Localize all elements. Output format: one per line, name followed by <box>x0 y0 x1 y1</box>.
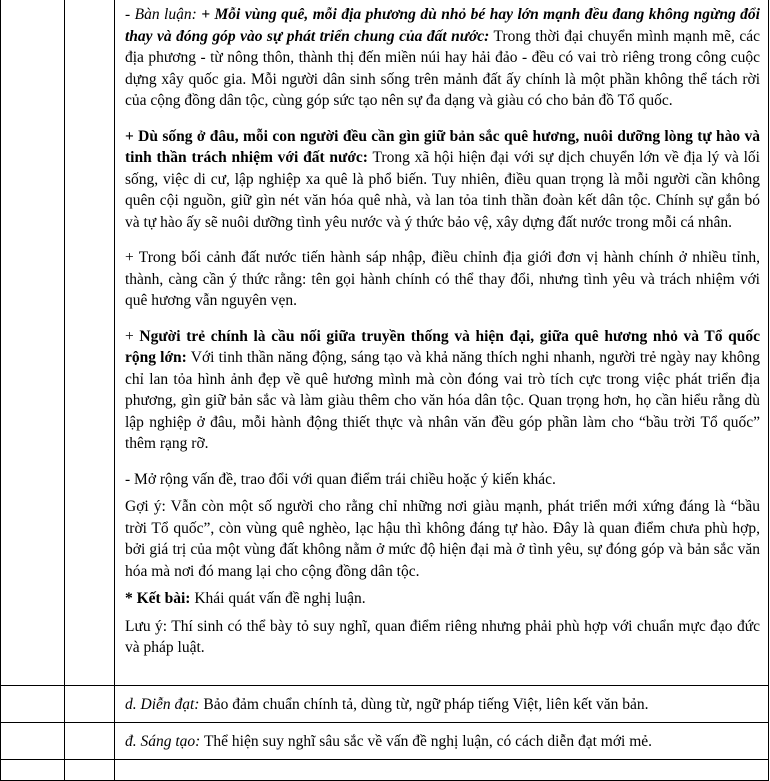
creativity-text: Thể hiện suy nghĩ sâu sắc về vấn đề nghị luận, có cách diễn đạt mới mẻ. <box>200 733 653 750</box>
note-paragraph: Lưu ý: Thí sinh có thể bày tỏ suy nghĩ, quan điểm riêng nhưng phải phù hợp với chuẩn mực đạo đức và pháp luật. <box>125 617 760 656</box>
empty-cell <box>1 0 65 686</box>
content-cell <box>115 0 769 686</box>
empty-cell <box>65 723 115 760</box>
empty-cell <box>1 723 65 760</box>
identity-body: Trong xã hội hiện đại với sự dịch chuyển lớn về địa lý và lối sống, việc di cư, lập nghiệp xa quê là phổ biến. Tuy nhiên, điều quan trọng là mỗi người cần không quên cội nguồn, giữ gìn nét văn hóa quê nhà, và lan tỏa tinh thần đoàn kết dân tộc. Chính sự gắn bó và tự hào ấy sẽ nuôi dưỡng tình yêu nước và ý thức bảo vệ, xây dựng đất nước trong mỗi cá nhân. <box>125 149 760 231</box>
ban-luan-lead: - Bàn luận: <box>125 6 202 23</box>
expression-label: d. Diễn đạt: <box>125 696 200 713</box>
ban-luan-paragraph <box>125 4 760 112</box>
youth-paragraph <box>125 326 760 455</box>
table-row <box>1 723 769 760</box>
table-row <box>1 686 769 723</box>
expression-text: Bảo đảm chuẩn chính tả, dùng từ, ngữ pháp tiếng Việt, liên kết văn bản. <box>199 696 649 713</box>
table-row <box>1 760 769 781</box>
youth-heading: Người trẻ chính là cầu nối giữa truyền thống và hiện đại, giữa quê hương nhỏ và Tổ quốc rộng lớn: <box>125 327 760 366</box>
suggestion-paragraph: Gợi ý: Vẫn còn một số người cho rằng chỉ những nơi giàu mạnh, phát triển mới xứng đáng là “bầu trời Tổ quốc”, còn vùng quê nghèo, lạc hậu thì không đáng tự hào. Đây là quan điểm chưa phù hợp, bởi giá trị của một vùng đất không nằm ở mức độ hiện đại mà ở tình yêu, sự đóng góp và bản sắc văn hóa mà nơi đó mang lại cho cộng đồng dân tộc. <box>125 498 760 580</box>
creativity-label: đ. Sáng tạo: <box>125 733 201 750</box>
conclusion-heading: * Kết bài: <box>125 590 191 607</box>
empty-cell <box>115 760 769 781</box>
expression-cell <box>115 686 769 723</box>
ban-luan-body: Trong thời đại chuyển mình mạnh mẽ, các địa phương - từ nông thôn, thành thị đến miền núi hay hải đảo - đều có vai trò riêng trong công cuộc dựng xây quốc gia. Mỗi người dân sinh sống trên mảnh đất ấy chính là một phần không thể tách rời của cộng đồng dân tộc, cùng góp sức tạo nên sự đa dạng và giàu có cho bản đồ Tổ quốc. <box>125 27 761 109</box>
empty-cell <box>65 0 115 686</box>
empty-cell <box>1 760 65 781</box>
conclusion-paragraph <box>125 588 760 610</box>
creativity-cell <box>115 723 769 760</box>
empty-cell <box>65 760 115 781</box>
empty-cell <box>65 686 115 723</box>
identity-paragraph <box>125 126 760 234</box>
table-row <box>1 0 769 686</box>
youth-prefix: + <box>125 327 140 345</box>
youth-body: Với tinh thần năng động, sáng tạo và khả năng thích nghi nhanh, người trẻ ngày nay không chỉ lan tỏa hình ảnh đẹp về quê hương mình mà còn đóng vai trò tích cực trong việc phát triển địa phương, gìn giữ bản sắc và làm giàu thêm cho văn hóa dân tộc. Quan trọng hơn, họ cần hiểu rằng dù lập nghiệp ở đâu, mỗi hành động thiết thực và nhân văn đều góp phần làm cho “bầu trời Tổ quốc” thêm rạng rỡ. <box>125 349 761 452</box>
ban-luan-heading: + Mỗi vùng quê, mỗi địa phương dù nhỏ bé hay lớn mạnh đều đang không ngừng đổi thay và đóng góp vào sự phát triển chung của đất nước: <box>125 6 760 45</box>
expand-paragraph: - Mở rộng vấn đề, trao đổi với quan điểm trái chiều hoặc ý kiến khác. <box>125 470 556 488</box>
merger-paragraph: + Trong bối cảnh đất nước tiến hành sáp nhập, điều chỉnh địa giới đơn vị hành chính ở nhiều tỉnh, thành, càng cần ý thức rằng: tên gọi hành chính có thể thay đổi, nhưng tình yêu và trách nhiệm với quê hương vẫn nguyên vẹn. <box>125 249 760 309</box>
empty-cell <box>1 686 65 723</box>
conclusion-body: Khái quát vấn đề nghị luận. <box>190 590 366 607</box>
identity-heading: + Dù sống ở đâu, mỗi con người đều cần gìn giữ bản sắc quê hương, nuôi dưỡng lòng tự hào và tinh thần trách nhiệm với đất nước: <box>125 127 760 166</box>
